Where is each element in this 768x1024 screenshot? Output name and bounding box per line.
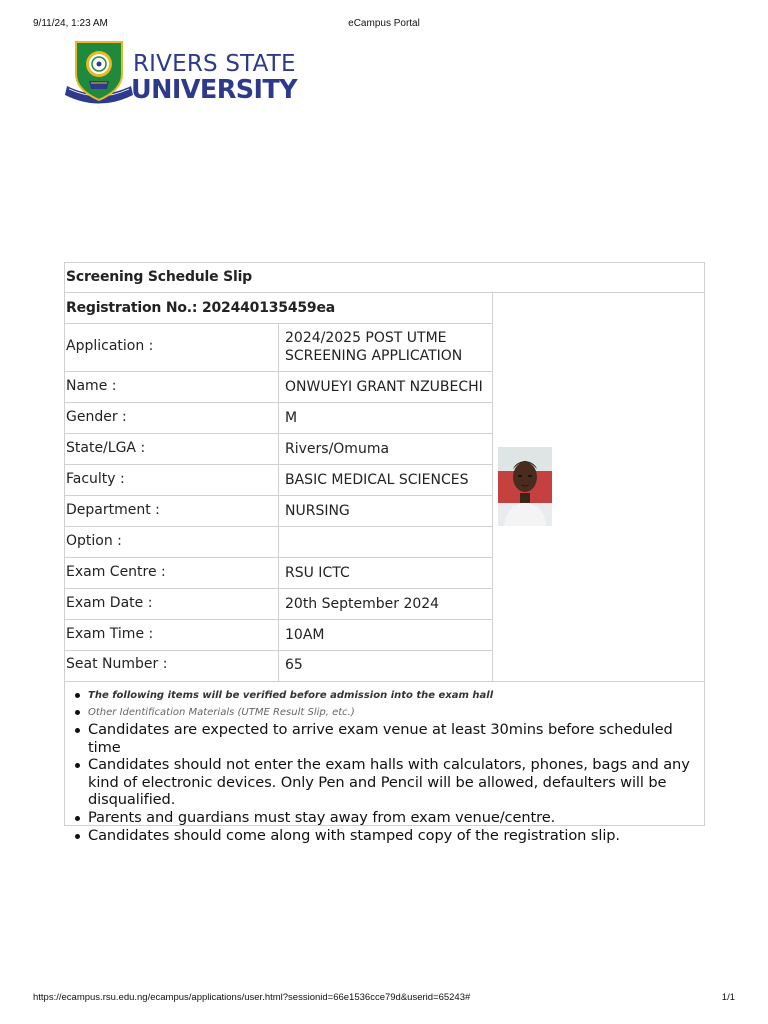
field-label: State/LGA : [66, 440, 146, 456]
field-label: Gender : [66, 409, 127, 425]
field-value: 2024/2025 POST UTME SCREENING APPLICATION [285, 330, 463, 364]
field-label: Exam Time : [66, 626, 154, 642]
field-row-exam-date [65, 589, 493, 620]
field-row-gender [65, 403, 493, 434]
field-row-name [65, 372, 493, 403]
field-value: 20th September 2024 [285, 596, 440, 612]
field-row-application [65, 324, 493, 372]
print-url: https://ecampus.rsu.edu.ng/ecampus/applications/user.html?sessionid=66e1536cce79d&userid=65243# [33, 992, 471, 1003]
instruction-item: The following items will be verified before admission into the exam hall [74, 687, 702, 704]
field-row-state-lga [65, 434, 493, 465]
field-row-exam-centre [65, 558, 493, 589]
university-crest-icon [64, 40, 134, 112]
field-row-faculty [65, 465, 493, 496]
field-value: RSU ICTC [285, 565, 350, 581]
instruction-item: Parents and guardians must stay away from exam venue/centre. [74, 809, 702, 827]
field-label: Application : [66, 338, 154, 354]
logo-wordmark-line2: UNIVERSITY [131, 75, 298, 105]
slip-title: Screening Schedule Slip [66, 269, 253, 285]
instruction-item: Candidates should not enter the exam halls with calculators, phones, bags and any kind of electronic devices. Only Pen and Pencil will be allowed, defaulters will be disqualified. [74, 756, 702, 809]
field-row-option [65, 527, 493, 558]
field-label: Exam Centre : [66, 564, 166, 580]
field-value: M [285, 410, 298, 426]
field-value: 10AM [285, 627, 325, 643]
instructions-section [65, 681, 704, 844]
university-logo [64, 40, 304, 116]
field-label: Faculty : [66, 471, 125, 487]
instruction-item: Candidates should come along with stamped copy of the registration slip. [74, 827, 702, 845]
field-label: Department : [66, 502, 160, 518]
slip-title-row [65, 263, 704, 293]
field-value: NURSING [285, 503, 350, 519]
field-value: 65 [285, 657, 303, 673]
screening-schedule-slip [64, 262, 705, 844]
field-label: Exam Date : [66, 595, 153, 611]
print-datetime: 9/11/24, 1:23 AM [33, 18, 108, 29]
print-page-number: 1/1 [721, 992, 735, 1003]
registration-number: Registration No.: 202440135459ea [66, 300, 335, 316]
logo-wordmark-line1: RIVERS STATE [133, 51, 296, 77]
instruction-item: Candidates are expected to arrive exam venue at least 30mins before scheduled time [74, 721, 702, 756]
field-value: BASIC MEDICAL SCIENCES [285, 472, 469, 488]
instructions-list [74, 687, 702, 844]
print-page-title: eCampus Portal [348, 18, 420, 29]
registration-row [65, 293, 493, 324]
field-label: Name : [66, 378, 117, 394]
field-row-exam-time [65, 620, 493, 651]
field-row-seat-number [65, 651, 493, 681]
candidate-photo-image [498, 447, 552, 526]
field-value: Rivers/Omuma [285, 441, 390, 457]
field-label: Seat Number : [66, 656, 168, 672]
photo-cell [493, 293, 704, 681]
instruction-item: Other Identification Materials (UTME Result Slip, etc.) [74, 704, 702, 721]
field-row-department [65, 496, 493, 527]
field-label: Option : [66, 533, 122, 549]
field-value: ONWUEYI GRANT NZUBECHI [285, 379, 483, 395]
candidate-photo [498, 447, 552, 526]
